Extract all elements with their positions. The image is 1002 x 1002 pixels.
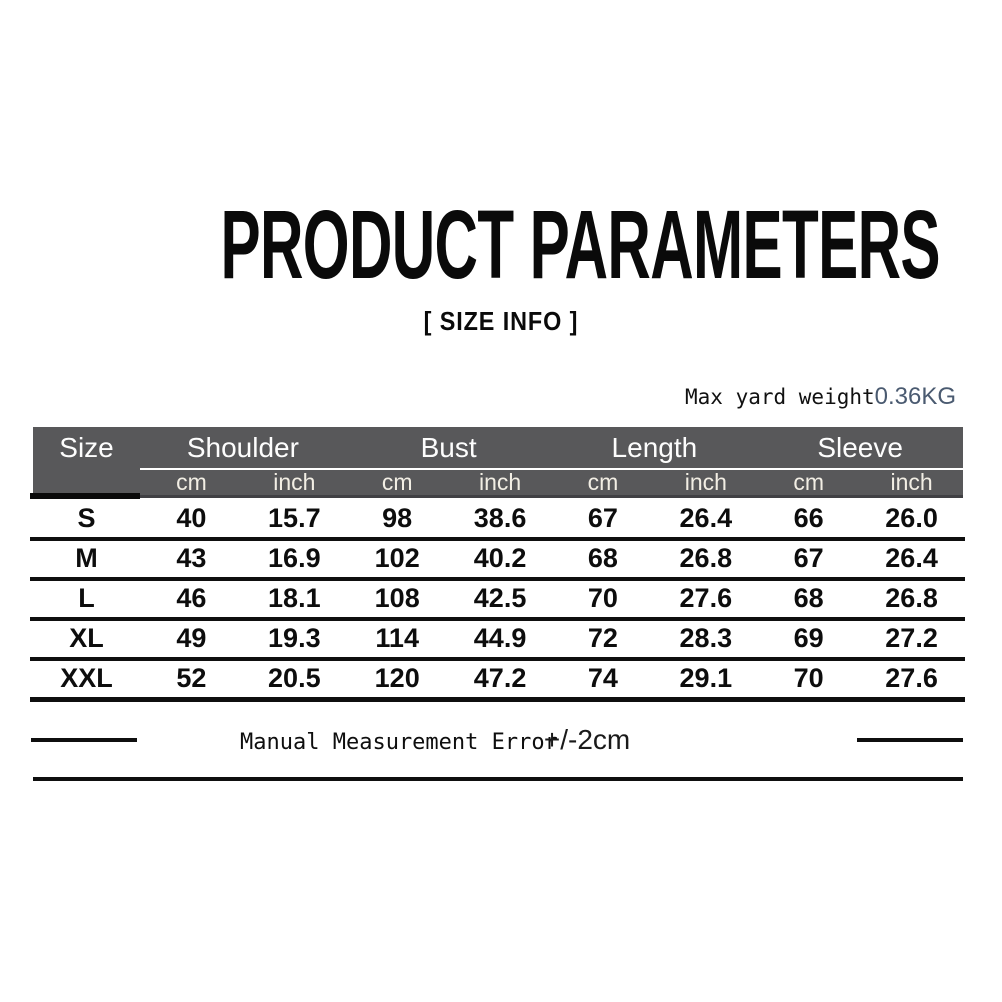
- value-cell: 67: [587, 502, 618, 533]
- header-group-cell: Bust: [420, 431, 477, 463]
- header-unit-cell: cm: [587, 469, 619, 495]
- subtitle-wrap: [0, 306, 1002, 337]
- measurement-error-tolerance: +/-2cm: [543, 724, 631, 755]
- value-cell: 16.9: [268, 542, 321, 573]
- header-group-row: [33, 427, 963, 468]
- size-cell: XL: [69, 622, 104, 653]
- value-cell: 52: [176, 662, 207, 693]
- value-cell: 49: [176, 622, 207, 653]
- measurement-error-label: Manual Measurement Error: [240, 730, 558, 755]
- header-group-cell: Sleeve: [817, 431, 903, 463]
- footer-bottom-rule: [33, 777, 963, 781]
- value-cell: 98: [382, 502, 413, 533]
- max-weight-value: 0.36KG: [874, 383, 957, 410]
- max-weight-label: Max yard weight: [685, 385, 875, 409]
- table-bottom-rule: [30, 697, 965, 702]
- row-divider: [30, 617, 965, 621]
- size-info-subtitle: [ SIZE INFO ]: [423, 306, 579, 336]
- value-cell: 29.1: [679, 662, 733, 693]
- row-divider: [30, 577, 965, 581]
- value-cell: 44.9: [473, 622, 527, 653]
- value-cell: 40.2: [473, 542, 527, 573]
- size-cell: L: [78, 582, 95, 613]
- size-cell: M: [75, 542, 98, 573]
- value-cell: 70: [793, 662, 824, 693]
- value-cell: 26.8: [679, 542, 733, 573]
- header-unit-cell: cm: [793, 469, 825, 495]
- table-row: [33, 498, 963, 538]
- value-cell: 26.4: [679, 502, 733, 533]
- value-cell: 74: [587, 662, 618, 693]
- value-cell: 42.5: [473, 582, 527, 613]
- value-cell: 72: [587, 622, 618, 653]
- row-divider: [30, 537, 965, 541]
- page-title: PRODUCT PARAMETERS: [220, 190, 940, 299]
- size-table-header: [33, 427, 963, 498]
- value-cell: 26.4: [885, 542, 938, 573]
- value-cell: 68: [587, 542, 618, 573]
- value-cell: 20.5: [268, 662, 321, 693]
- size-cell: S: [77, 502, 96, 533]
- footer-left-rule: [31, 738, 137, 742]
- header-unit-cell: inch: [478, 469, 522, 495]
- value-cell: 68: [793, 582, 824, 613]
- header-unit-cell: cm: [176, 469, 207, 495]
- table-row: [33, 578, 963, 618]
- value-cell: 43: [176, 542, 207, 573]
- value-cell: 102: [374, 542, 420, 573]
- table-row: [33, 658, 963, 698]
- value-cell: 27.6: [885, 662, 938, 693]
- page-title-wrap: [0, 190, 1002, 299]
- value-cell: 38.6: [473, 502, 527, 533]
- value-cell: 28.3: [679, 622, 733, 653]
- value-cell: 46: [176, 582, 207, 613]
- table-row: [33, 618, 963, 658]
- value-cell: 15.7: [268, 502, 321, 533]
- header-unit-cell: inch: [890, 469, 933, 495]
- value-cell: 66: [793, 502, 824, 533]
- value-cell: 69: [793, 622, 824, 653]
- size-table-body: [33, 498, 963, 698]
- table-row: [33, 538, 963, 578]
- header-group-cell: Shoulder: [186, 431, 299, 463]
- value-cell: 18.1: [268, 582, 321, 613]
- value-cell: 26.8: [885, 582, 938, 613]
- header-unit-cell: inch: [273, 469, 316, 495]
- value-cell: 70: [587, 582, 618, 613]
- value-cell: 108: [374, 582, 420, 613]
- measurement-error-note: [240, 724, 630, 756]
- value-cell: 40: [176, 502, 207, 533]
- value-cell: 19.3: [268, 622, 321, 653]
- value-cell: 67: [793, 542, 824, 573]
- value-cell: 47.2: [473, 662, 527, 693]
- value-cell: 27.6: [679, 582, 733, 613]
- value-cell: 27.2: [885, 622, 938, 653]
- value-cell: 26.0: [885, 502, 938, 533]
- size-cell: XXL: [60, 662, 113, 693]
- header-size-cell: Size: [59, 431, 114, 463]
- header-unit-cell: inch: [684, 469, 727, 495]
- row-divider: [30, 657, 965, 661]
- header-group-cell: Length: [611, 431, 698, 463]
- value-cell: 120: [374, 662, 420, 693]
- footer-right-rule: [857, 738, 963, 742]
- max-weight-note: [685, 383, 956, 411]
- header-unit-cell: cm: [381, 469, 413, 495]
- value-cell: 114: [375, 622, 419, 653]
- header-unit-row: [140, 470, 963, 495]
